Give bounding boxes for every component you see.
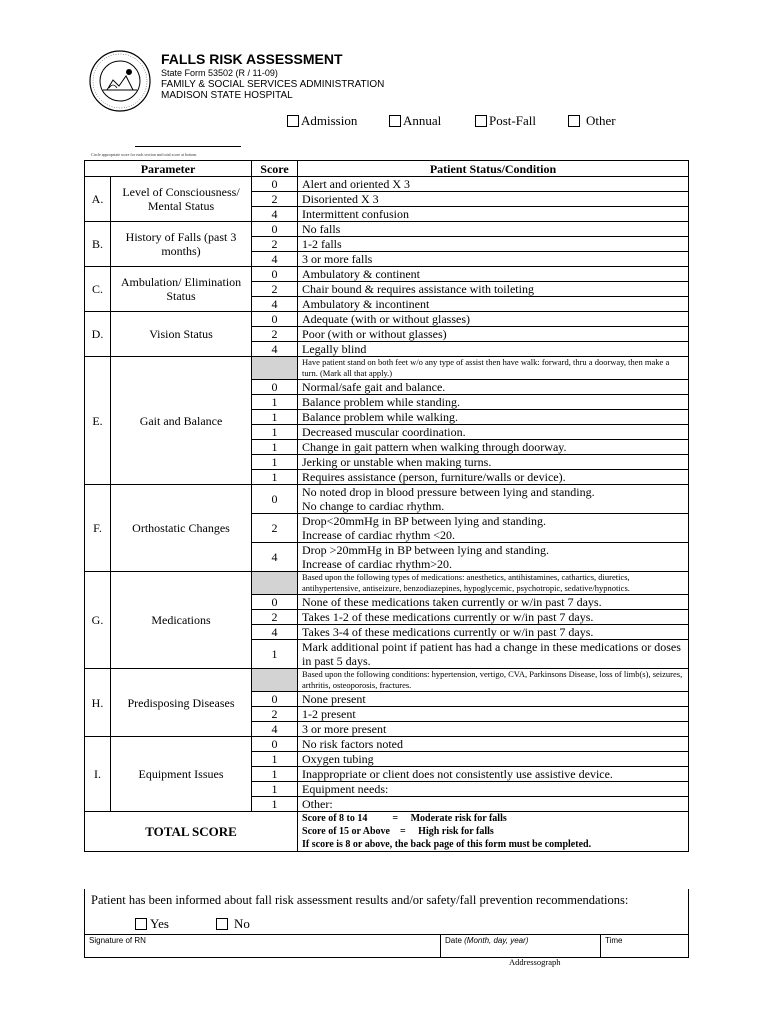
form-number: State Form 53502 (R / 11-09)	[161, 68, 278, 78]
score-cell[interactable]: 0	[252, 595, 298, 610]
condition-text: Oxygen tubing	[298, 752, 689, 767]
parameter-label: History of Falls (past 3 months)	[111, 222, 252, 267]
instruction-text: Circle appropriate score for each section and total score at bottom.	[91, 152, 198, 157]
parameter-label: Vision Status	[111, 312, 252, 357]
checkbox-icon[interactable]	[389, 115, 401, 127]
condition-line: Increase of cardiac rhythm>20.	[302, 557, 453, 571]
condition-text: Disoriented X 3	[298, 192, 689, 207]
score-legend	[298, 812, 689, 852]
parameter-label: Orthostatic Changes	[111, 485, 252, 572]
condition-line: Increase of cardiac rhythm <20.	[302, 528, 456, 542]
table-row	[85, 669, 689, 692]
addressograph-label: Addressograph	[509, 957, 561, 967]
score-cell[interactable]: 1	[252, 395, 298, 410]
condition-text	[298, 514, 689, 543]
condition-text: Normal/safe gait and balance.	[298, 380, 689, 395]
condition-text: 1-2 present	[298, 707, 689, 722]
parameter-label: Gait and Balance	[111, 357, 252, 485]
condition-text: 3 or more falls	[298, 252, 689, 267]
section-letter: F.	[85, 485, 111, 572]
score-cell[interactable]: 4	[252, 297, 298, 312]
header-score: Score	[252, 161, 298, 177]
condition-text: Adequate (with or without glasses)	[298, 312, 689, 327]
risk-assessment-table	[84, 160, 689, 852]
checkbox-icon[interactable]	[568, 115, 580, 127]
checkbox-label: Post-Fall	[489, 113, 536, 128]
agency-name: FAMILY & SOCIAL SERVICES ADMINISTRATION	[161, 79, 385, 90]
condition-text: Other:	[298, 797, 689, 812]
header-parameter: Parameter	[85, 161, 252, 177]
score-cell[interactable]: 1	[252, 752, 298, 767]
condition-line: Drop >20mmHg in BP between lying and standing.	[302, 543, 549, 557]
section-note: Based upon the following types of medications: anesthetics, antihistamines, cathartics, diuretics, antihypertensive, antiseizure, benzodiazepines, hypoglycemic, psychotropic, sedative/hypnotics.	[298, 572, 689, 595]
condition-text: Equipment needs:	[298, 782, 689, 797]
score-cell[interactable]: 1	[252, 782, 298, 797]
score-cell[interactable]: 1	[252, 425, 298, 440]
score-cell[interactable]: 2	[252, 707, 298, 722]
checkbox-icon[interactable]	[287, 115, 299, 127]
signature-label: Signature of RN	[89, 936, 146, 945]
checkbox-annual[interactable]	[389, 113, 441, 129]
table-header-row	[85, 161, 689, 177]
condition-text: Takes 3-4 of these medications currently or w/in past 7 days.	[298, 625, 689, 640]
section-note: Have patient stand on both feet w/o any type of assist then have walk: forward, thru a doorway, then make a turn. (Mark all that apply.)	[298, 357, 689, 380]
total-score-label[interactable]: TOTAL SCORE	[85, 812, 298, 852]
header-condition: Patient Status/Condition	[298, 161, 689, 177]
informed-section	[84, 889, 689, 935]
score-cell[interactable]: 1	[252, 440, 298, 455]
condition-text: 1-2 falls	[298, 237, 689, 252]
score-cell[interactable]: 0	[252, 267, 298, 282]
form-title: FALLS RISK ASSESSMENT	[161, 51, 343, 67]
score-cell-blank	[252, 669, 298, 692]
condition-text: Ambulatory & continent	[298, 267, 689, 282]
parameter-label: Medications	[111, 572, 252, 669]
date-format: (Month, day, year)	[464, 936, 529, 945]
condition-text: Requires assistance (person, furniture/walls or device).	[298, 470, 689, 485]
score-cell[interactable]: 0	[252, 222, 298, 237]
informed-text: Patient has been informed about fall risk assessment results and/or safety/fall prevention recommendations:	[91, 893, 629, 907]
condition-text: None of these medications taken currently or w/in past 7 days.	[298, 595, 689, 610]
checkbox-admission[interactable]	[287, 113, 357, 129]
section-letter: H.	[85, 669, 111, 737]
bottom-section	[84, 889, 689, 958]
checkbox-label: Other	[586, 113, 616, 128]
score-cell[interactable]: 4	[252, 625, 298, 640]
condition-text: Intermittent confusion	[298, 207, 689, 222]
table-row	[85, 222, 689, 237]
checkbox-post-fall[interactable]	[475, 113, 536, 129]
condition-text: Balance problem while walking.	[298, 410, 689, 425]
condition-text	[298, 485, 689, 514]
score-cell[interactable]: 1	[252, 767, 298, 782]
score-cell[interactable]: 2	[252, 192, 298, 207]
checkbox-label: No	[234, 916, 250, 931]
score-cell[interactable]: 0	[252, 177, 298, 192]
condition-text: Chair bound & requires assistance with toileting	[298, 282, 689, 297]
condition-text: Legally blind	[298, 342, 689, 357]
section-letter: C.	[85, 267, 111, 312]
score-cell-blank	[252, 357, 298, 380]
score-cell[interactable]: 4	[252, 252, 298, 267]
score-cell[interactable]: 2	[252, 610, 298, 625]
table-row	[85, 267, 689, 282]
legend-moderate: Score of 8 to 14 = Moderate risk for falls	[302, 813, 507, 824]
signature-field[interactable]	[85, 935, 441, 957]
score-cell[interactable]: 1	[252, 410, 298, 425]
hospital-name: MADISON STATE HOSPITAL	[161, 90, 293, 101]
checkbox-icon[interactable]	[135, 918, 147, 930]
score-cell[interactable]: 0	[252, 312, 298, 327]
score-cell[interactable]: 2	[252, 327, 298, 342]
score-cell[interactable]: 0	[252, 737, 298, 752]
checkbox-icon[interactable]	[475, 115, 487, 127]
condition-text: Change in gait pattern when walking through doorway.	[298, 440, 689, 455]
table-row	[85, 312, 689, 327]
score-cell[interactable]: 0	[252, 692, 298, 707]
condition-text: Ambulatory & incontinent	[298, 297, 689, 312]
score-cell[interactable]: 4	[252, 342, 298, 357]
section-letter: D.	[85, 312, 111, 357]
checkbox-no[interactable]	[216, 916, 250, 932]
checkbox-label: Annual	[403, 113, 442, 128]
parameter-label: Predisposing Diseases	[111, 669, 252, 737]
checkbox-label: Admission	[301, 113, 358, 128]
score-cell[interactable]: 2	[252, 282, 298, 297]
table-row	[85, 485, 689, 514]
date-label: Date	[445, 936, 462, 945]
parameter-label: Ambulation/ Elimination Status	[111, 267, 252, 312]
condition-text: Mark additional point if patient has had a change in these medications or doses in past 5 days.	[298, 640, 689, 669]
parameter-label: Equipment Issues	[111, 737, 252, 812]
score-cell[interactable]: 4	[252, 543, 298, 572]
parameter-label: Level of Consciousness/ Mental Status	[111, 177, 252, 222]
score-cell[interactable]: 4	[252, 207, 298, 222]
score-cell[interactable]: 4	[252, 722, 298, 737]
section-note: Based upon the following conditions: hypertension, vertigo, CVA, Parkinsons Disease, loss of limb(s), seizures, arthritis, osteoporosis, fractures.	[298, 669, 689, 692]
legend-high: Score of 15 or Above = High risk for falls	[302, 826, 494, 837]
condition-text: Inappropriate or client does not consistently use assistive device.	[298, 767, 689, 782]
score-cell[interactable]: 1	[252, 470, 298, 485]
condition-text: Decreased muscular coordination.	[298, 425, 689, 440]
score-cell-blank	[252, 572, 298, 595]
condition-text: Poor (with or without glasses)	[298, 327, 689, 342]
section-letter: I.	[85, 737, 111, 812]
score-cell[interactable]: 2	[252, 237, 298, 252]
checkbox-yes[interactable]	[135, 916, 169, 932]
score-cell[interactable]: 0	[252, 485, 298, 514]
score-cell[interactable]: 1	[252, 640, 298, 669]
section-letter: E.	[85, 357, 111, 485]
checkbox-icon[interactable]	[216, 918, 228, 930]
condition-text: Balance problem while standing.	[298, 395, 689, 410]
score-cell[interactable]: 0	[252, 380, 298, 395]
condition-line: No change to cardiac rhythm.	[302, 499, 445, 513]
table-row	[85, 572, 689, 595]
date-field[interactable]	[441, 935, 601, 957]
condition-text: No risk factors noted	[298, 737, 689, 752]
table-row	[85, 737, 689, 752]
condition-line: No noted drop in blood pressure between lying and standing.	[302, 485, 595, 499]
section-letter: A.	[85, 177, 111, 222]
score-cell[interactable]: 1	[252, 455, 298, 470]
divider-line	[135, 146, 241, 147]
table-row	[85, 357, 689, 380]
state-seal	[89, 50, 151, 112]
score-cell[interactable]: 2	[252, 514, 298, 543]
checkbox-other[interactable]	[568, 113, 616, 129]
section-letter: B.	[85, 222, 111, 267]
legend-instruction: If score is 8 or above, the back page of this form must be completed.	[302, 839, 592, 850]
time-label: Time	[605, 936, 623, 945]
condition-text: None present	[298, 692, 689, 707]
condition-line: Drop<20mmHg in BP between lying and standing.	[302, 514, 546, 528]
section-letter: G.	[85, 572, 111, 669]
condition-text: Takes 1-2 of these medications currently or w/in past 7 days.	[298, 610, 689, 625]
total-score-row	[85, 812, 689, 852]
condition-text: Alert and oriented X 3	[298, 177, 689, 192]
time-field[interactable]	[601, 935, 688, 957]
condition-text	[298, 543, 689, 572]
condition-text: 3 or more present	[298, 722, 689, 737]
signature-row	[84, 935, 689, 958]
table-row	[85, 177, 689, 192]
score-cell[interactable]: 1	[252, 797, 298, 812]
condition-text: Jerking or unstable when making turns.	[298, 455, 689, 470]
condition-text: No falls	[298, 222, 689, 237]
checkbox-label: Yes	[150, 916, 169, 931]
